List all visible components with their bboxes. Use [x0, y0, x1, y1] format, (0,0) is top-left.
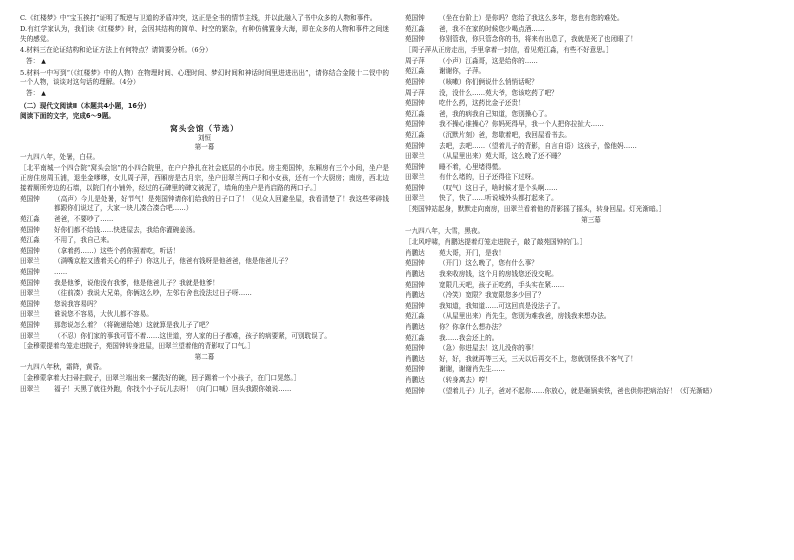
act-heading-3: 第三幕 — [581, 216, 601, 225]
dialogue-line: 田翠兰 有什么堵的，日子还得往下过呀。 — [405, 173, 538, 182]
dialogue-line: 田翠兰 福子！天黑了就往外跑，你找个小子玩儿去呀！（向门口喊）回头我跟你娘说…… — [20, 384, 292, 393]
dialogue-line: 肖鹏达 你？你拿什么想办法？ — [405, 322, 505, 331]
play-title: 窝头会馆（节选） — [170, 123, 239, 133]
dialogue-line: 苑江淼 不用了，我自己来。 — [20, 236, 114, 245]
dialogue-line: 苑国钟 我知道，我知道……可这回真是没法子了。 — [405, 301, 565, 310]
dialogue-line: 苑国钟 （拿着药……）这些个药你照着吃，听话！ — [20, 246, 180, 255]
scene-time: 一九四八年，大雪，黑夜。 — [405, 226, 485, 235]
triangle-marker-icon: ▲ — [41, 57, 46, 65]
dialogue-line: 苑国钟 我不操心谁操心？你妈死得早，我一个人把你拉扯大…… — [405, 120, 604, 129]
dialogue-line: 苑国钟 （叹气）这日子，啥时候才是个头啊…… — [405, 183, 558, 192]
dialogue-line: 肖鹏达 好，好，我就再等三天，三天以后再交不上，您就别怪我不客气了！ — [405, 354, 637, 363]
right-column — [405, 14, 777, 397]
stage-direction: ［金穆蒙提着鸟笼走进院子，苑国钟转身进屋，田翠兰望着他的背影叹了口气。］ — [20, 342, 255, 351]
dialogue-line: 苑国钟 （望着儿子）儿子，爸对不起你……你放心，就是砸锅卖铁，爸也供你把病治好！（灯光渐暗） — [405, 386, 716, 395]
act-two — [20, 363, 389, 395]
dialogue-line: 苑国钟 去吧，去吧……（望着儿子的背影，自言自语）这孩子，像他妈…… — [405, 141, 637, 150]
dialogue-line: 苑国钟 宽限几天吧，孩子正吃药，手头实在紧…… — [405, 280, 565, 289]
dialogue-line: 苑国钟 （急）你进屋去！这儿没你的事！ — [405, 344, 538, 353]
scene-time: 一九四八年，处暑，白昼。 — [20, 153, 100, 162]
left-column — [20, 14, 389, 396]
dialogue-line: 田翠兰 （不忍）你们家的事我可管不着……这世道，穷人家的日子都难，孩子的病要紧，可别耽误了。 — [20, 331, 331, 340]
section-heading: （二）现代文阅读Ⅱ（本题共4小题，16分） — [20, 102, 151, 111]
dialogue-line: 苑江淼 爸，我的病我自己知道，您别操心了。 — [405, 109, 552, 118]
act-one — [20, 153, 389, 352]
dialogue-line: 苑国钟 我是他爹，说他没有我爹，他是他爸儿子？我就是他爹！ — [20, 278, 219, 287]
dialogue-line: 田翠兰 快了，快了……听说城外头都打起来了。 — [405, 194, 558, 203]
dialogue-line: 苑国钟 （咳嗽）你们俩说什么悄悄话呢？ — [405, 77, 538, 86]
question-4: 4.材料三在论证结构和论证方法上有何特点？请简要分析。（6分） — [20, 45, 212, 54]
dialogue-line: 苑国钟 （坐在台阶上）是你吗？您给了我这么多年，您也有您的难处。 — [405, 14, 624, 22]
dialogue-line: 苑江淼 （沉默片刻）爸，您歇着吧，我回屋看书去。 — [405, 130, 571, 139]
dialogue-line: 周子萍 （小声）江淼哥，这是给你的…… — [405, 56, 538, 65]
act-two-continued — [405, 14, 777, 215]
stage-direction: ［北风呼啸，肖鹏达提着灯笼走进院子，敲了敲苑国钟的门。］ — [405, 237, 587, 246]
dialogue-line: 周子萍 没，没什么……苑大爷，您该吃药了吧？ — [405, 88, 558, 97]
option-c: C.《红楼梦》中“宝玉挨打”证明了叛逆与卫道的矛盾冲突，这正是全书的情节主线，并以此融入了书中众多的人物和事件。 — [20, 14, 377, 22]
dialogue-line: 肖鹏达 （冷笑）宽限？我宽限您多少回了？ — [405, 291, 545, 300]
dialogue-line: 苑国钟 …… — [20, 268, 68, 277]
question-options — [20, 14, 389, 99]
dialogue-line: 苑江淼 （从屋里出来）肖先生，您别为难我爸，房钱我来想办法。 — [405, 312, 611, 321]
act-heading-2: 第二幕 — [194, 353, 215, 362]
dialogue-line: 肖鹏达 我来收房钱，这个月的房钱您还没交呢。 — [405, 270, 558, 279]
dialogue-line: 田翠兰 谁说您不容易，大伙儿都不容易。 — [20, 310, 153, 319]
stage-direction: ［周子萍从正房走出，手里拿着一封信，看见苑江淼，有些不好意思。］ — [405, 45, 613, 54]
answer-line-5: 答： ▲ — [26, 89, 46, 98]
dialogue-line: 苑国钟 那您说怎么着？（将碗递给她）这就算是我儿子了吧？ — [20, 321, 213, 329]
dialogue-line: 苑江淼 爸，我不在家的时候您少喝点酒…… — [405, 24, 545, 33]
play-author: 刘恒 — [197, 133, 212, 142]
dialogue-line: 苑国钟 吃什么药，这药比金子还贵！ — [405, 99, 525, 108]
dialogue-line: 苑国钟 （高声）今儿是处暑，好节气！是苑国钟请你们给我的日子口了！（见众人回避坐屋，我看清楚了！我这些零碎钱都跟你们说过了，大家一块儿凑合凑合吧……） — [20, 194, 389, 213]
dialogue-line: 田翠兰 （往前凑）我说大兄弟，你俩这么吵，左邻右舍也没法过日子呀…… — [20, 289, 252, 298]
stage-direction: ［北平南城一个四合院“窝头会馆”的小四合院里，在户户挣扎在社会底层的小市民。房主苑国钟，东厢房有三个小间，坐户是正房住房周玉浦，退坐金嗲嗲，女儿周子萍，西厢房是古月宗，坐户田翠兰两口子和小女孩，还有一个大厨房；南房，西北边接着厕所旁边的石墙，以院门有小铺外，经过的石碑里的碑文被泥了，墙角的坐户是肖启路的两口子。］ — [20, 164, 389, 192]
dialogue-line: 田翠兰 （从屋里出来）苑大哥，这么晚了还不睡？ — [405, 152, 565, 161]
option-d: D.有红学家认为，我们读《红楼梦》时，会因其结构的简单、时空的繁杂，有种仿佛置身大海，即在众多的人物和事件之间迷失的感觉。 — [20, 24, 389, 43]
dialogue-line: 肖鹏达 苑大哥，开门，是我！ — [405, 248, 505, 257]
reading-instruction: 阅读下面的文字，完成6～9题。 — [20, 111, 115, 120]
dialogue-line: 苑国钟 好你们都不给钱……快进屋去，我给你灌碗姜汤。 — [20, 225, 200, 234]
act-heading-1: 第一幕 — [194, 143, 215, 152]
dialogue-line: 苑江淼 爸爸，不要吵了…… — [20, 215, 114, 224]
dialogue-line: 苑国钟 您说我容易吗？ — [20, 299, 101, 308]
dialogue-line: 苑江淼 我……我会还上的。 — [405, 333, 499, 342]
scene-time: 一九四八年秋，霜降，黄昏。 — [20, 362, 106, 371]
dialogue-line: 苑江淼 谢谢你，子萍。 — [405, 67, 486, 76]
question-5: 5.材料一中写到“（《红楼梦》中的人物）在物理时间、心理时间、梦幻时间和神话时间里进进出出”，请你结合金陵十二钗中的一个人物，谈谈对这句话的理解。（4分） — [20, 68, 389, 87]
dialogue-line: 肖鹏达 （转身离去）哼！ — [405, 375, 492, 384]
stage-direction: ［金穆蒙拿着大扫帚扫院子，田翠兰端出来一摞洗好的碗，回子踢着一个小孩子，在门口晃悠。］ — [20, 373, 301, 382]
dialogue-line: 苑国钟 谢谢，谢谢肖先生…… — [405, 365, 505, 374]
answer-line-4: 答： ▲ — [26, 56, 46, 65]
dialogue-line: 田翠兰 （满嘴京腔又透着关心的样子）你这儿子，他爸有钱呀是他爸爸，他是他爸儿子？ — [20, 257, 292, 266]
act-three — [405, 227, 777, 396]
stage-direction: ［苑国钟站起身，默默走向南房，田翠兰看着他的背影摇了摇头，转身回屋。灯光渐暗。］ — [405, 205, 666, 214]
dialogue-line: 苑国钟 睡不着，心里堵得慌。 — [405, 162, 505, 171]
dialogue-line: 苑国钟 你别管我，你只管念你的书，将来有出息了，我就是死了也闭眼了！ — [405, 35, 637, 44]
triangle-marker-icon: ▲ — [41, 90, 46, 98]
dialogue-line: 苑国钟 （开门）这么晚了，您有什么事？ — [405, 259, 538, 268]
